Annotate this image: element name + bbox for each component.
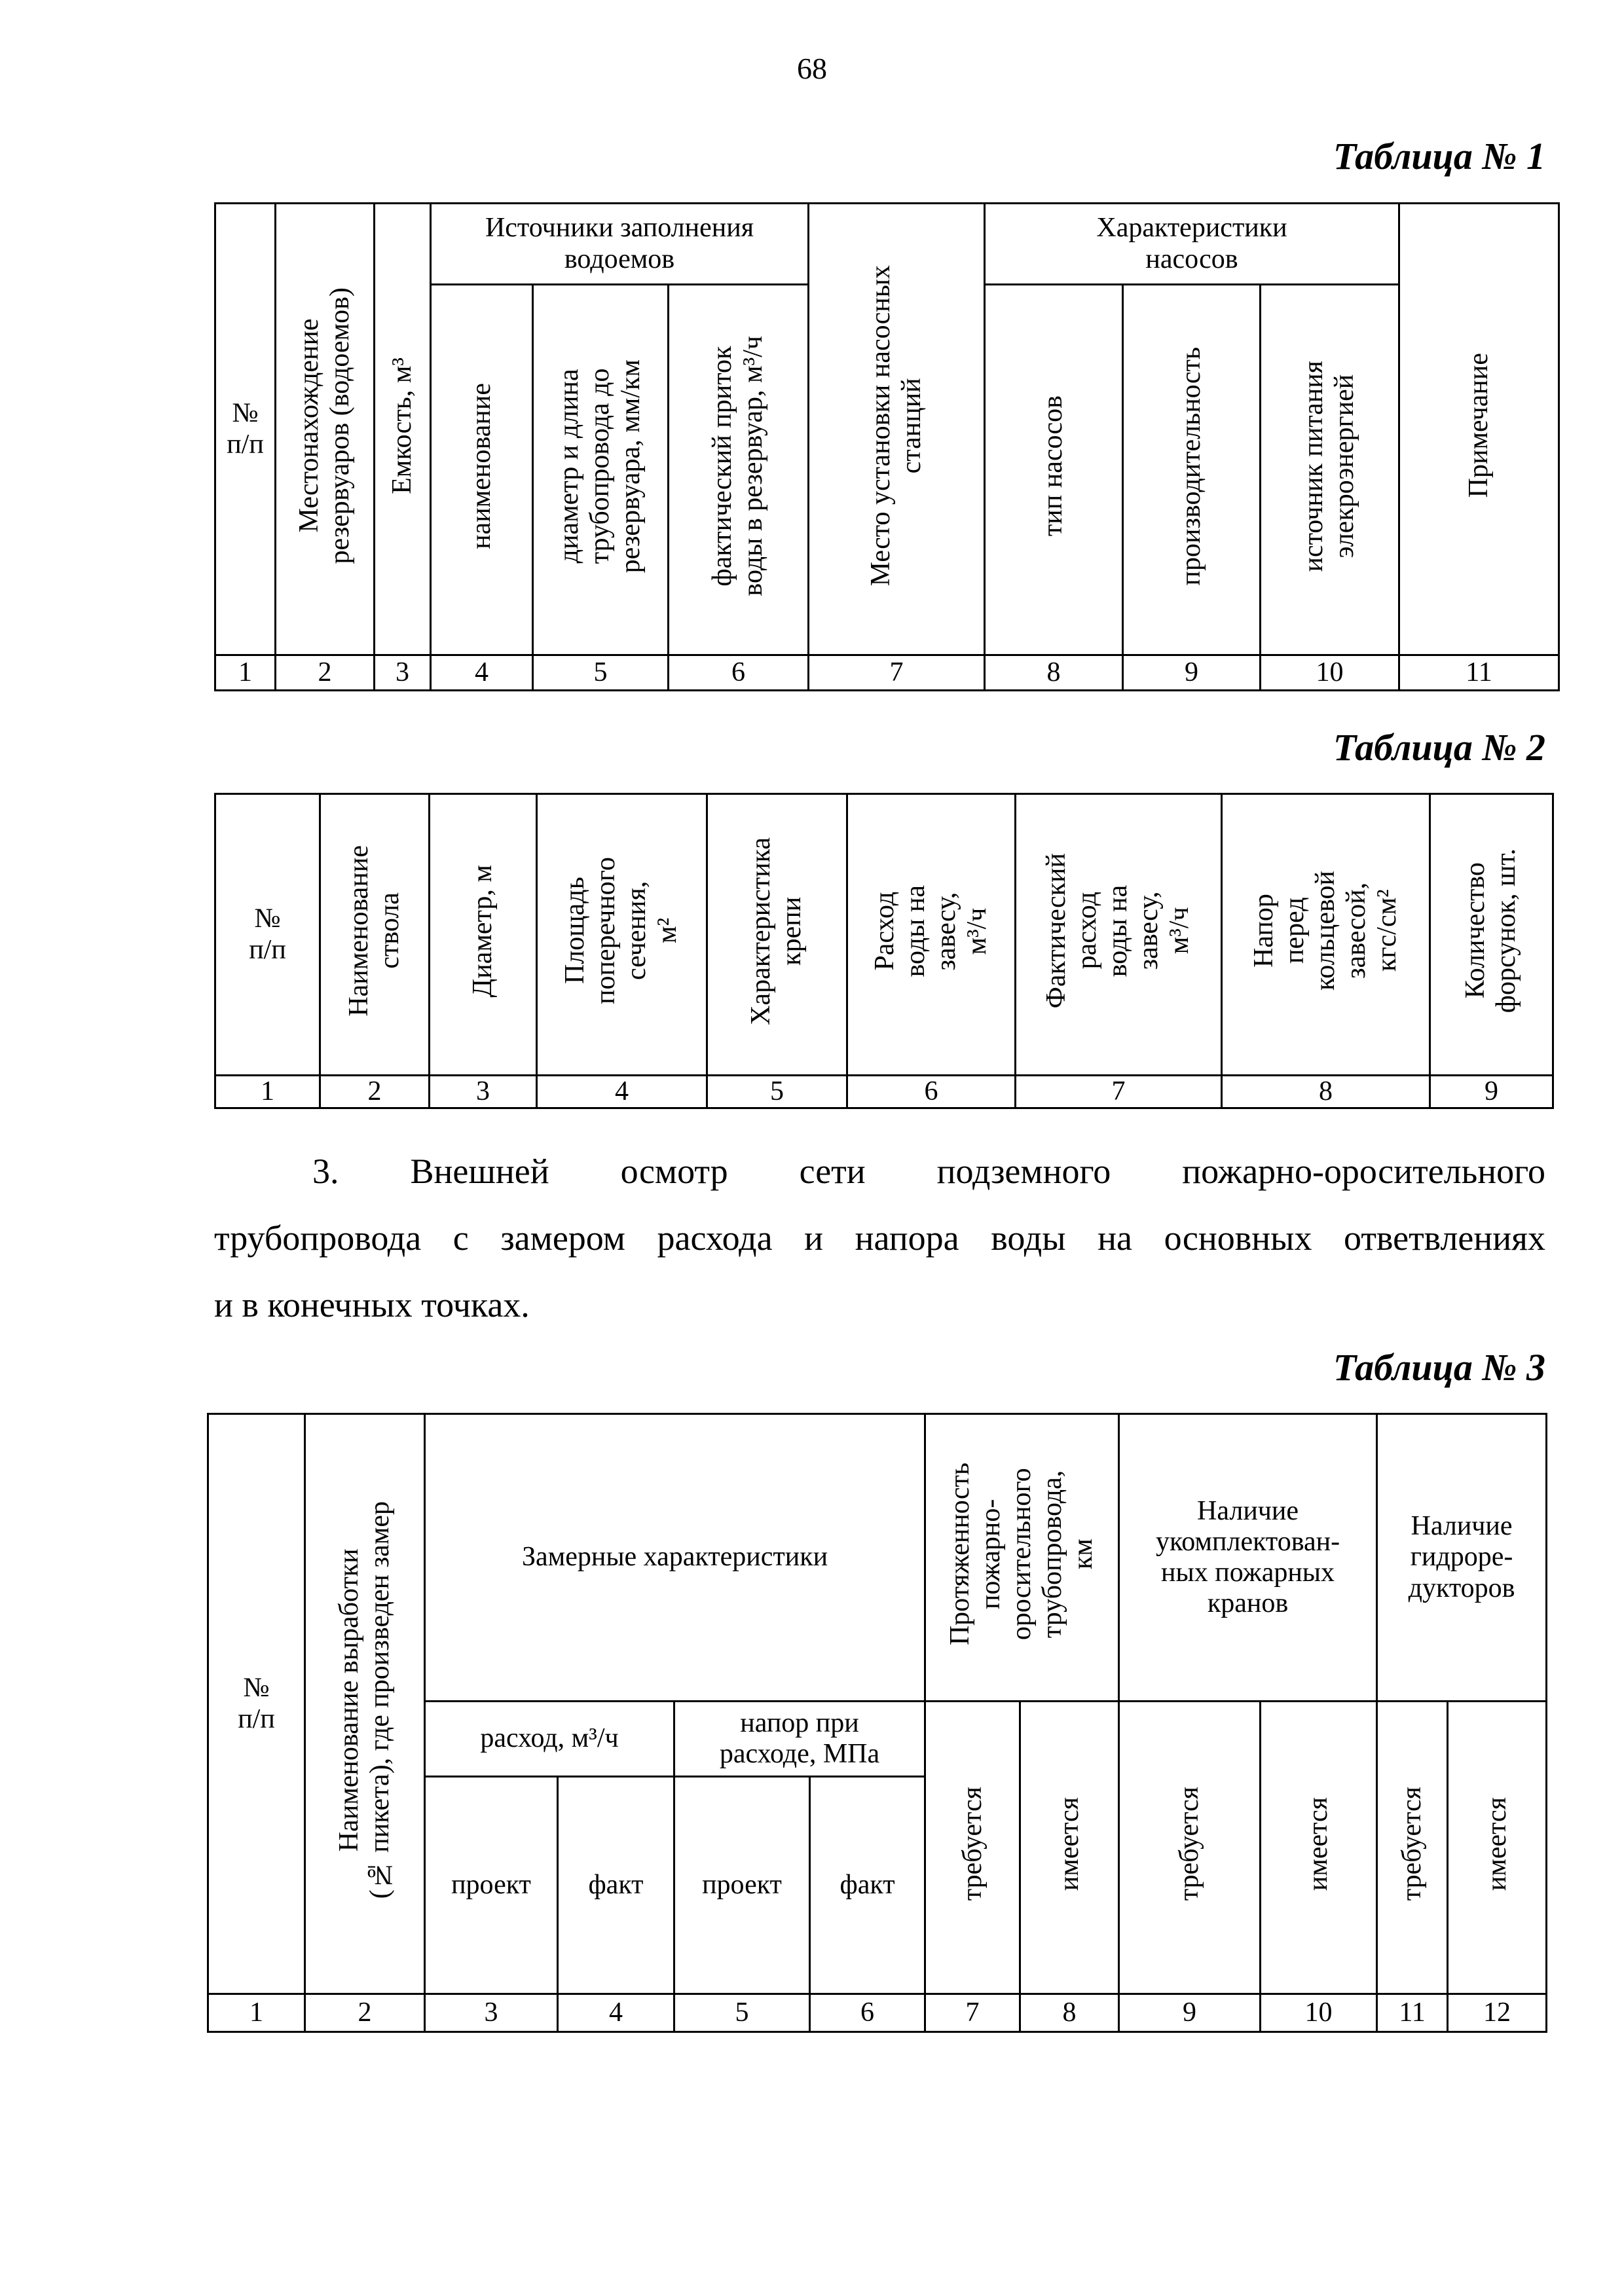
t1-header-pump-type: тип насосов: [985, 285, 1123, 655]
table3-caption: Таблица № 3: [1333, 1346, 1545, 1389]
t1-header-num: № п/п: [215, 204, 276, 655]
t3-col-number: 6: [810, 1994, 925, 2032]
t1-header-capacity: Емкость, м³: [375, 204, 431, 655]
t3-header-place: Наименование выработки (№ пикета), где произведен замер: [305, 1414, 425, 1994]
t3-col-number: 5: [674, 1994, 810, 2032]
table3: [207, 1413, 1547, 2033]
paragraph-line: трубопровода с замером расхода и напора воды на основных ответвлениях: [214, 1218, 1545, 1258]
table1-caption: Таблица № 1: [1333, 135, 1545, 177]
t2-header-actual-flow: Фактический расход воды на завесу, м³/ч: [1016, 794, 1222, 1076]
t1-col-number: 9: [1123, 655, 1261, 691]
t1-col-number: 7: [809, 655, 985, 691]
t1-col-number: 11: [1399, 655, 1559, 691]
t2-header-num: № п/п: [215, 794, 320, 1076]
t3-header-reducers-required: требуется: [1377, 1702, 1448, 1994]
t1-col-number: 5: [533, 655, 669, 691]
t3-header-pressure-project: проект: [674, 1777, 810, 1994]
page-number: 68: [797, 52, 827, 85]
table1: [214, 202, 1560, 691]
t3-col-number: 12: [1448, 1994, 1547, 2032]
t1-header-pump-station: Место установки насосных станций: [809, 204, 985, 655]
t2-header-area: Площадь поперечного сечения, м²: [537, 794, 707, 1076]
table2-caption: Таблица № 2: [1333, 726, 1545, 769]
t3-header-pressure-fact: факт: [810, 1777, 925, 1994]
t3-col-number: 2: [305, 1994, 425, 2032]
t3-col-number: 7: [925, 1994, 1020, 2032]
t3-header-reducers: Наличие гидроре- дукторов: [1377, 1414, 1547, 1702]
t2-col-number: 8: [1222, 1076, 1430, 1108]
t2-header-nozzles: Количество форсунок, шт.: [1430, 794, 1553, 1076]
t1-col-number: 1: [215, 655, 276, 691]
paragraph: [214, 1138, 1545, 1338]
t1-header-source-pipe: диаметр и длина трубопровода до резервуара, мм/км: [533, 285, 669, 655]
t1-col-number: 6: [669, 655, 809, 691]
t3-header-flow: расход, м³/ч: [425, 1702, 674, 1777]
t3-header-measure: Замерные характеристики: [425, 1414, 925, 1702]
t3-col-number: 1: [208, 1994, 305, 2032]
t3-header-length-required: требуется: [925, 1702, 1020, 1994]
t3-header-flow-project: проект: [425, 1777, 558, 1994]
t2-col-number: 2: [320, 1076, 430, 1108]
t1-header-source-name: наименование: [431, 285, 533, 655]
t3-header-reducers-available: имеется: [1448, 1702, 1547, 1994]
t1-header-sources: Источники заполнения водоемов: [431, 204, 809, 285]
t2-header-pressure: Напор перед кольцевой завесой, кгс/см²: [1222, 794, 1430, 1076]
paragraph-line: и в конечных точках.: [214, 1285, 530, 1324]
t1-col-number: 2: [276, 655, 375, 691]
t3-col-number: 3: [425, 1994, 558, 2032]
t2-header-shaft-name: Наименование ствола: [320, 794, 430, 1076]
t3-col-number: 4: [558, 1994, 674, 2032]
t2-header-diameter: Диаметр, м: [430, 794, 537, 1076]
t3-col-number: 8: [1020, 1994, 1119, 2032]
t1-col-number: 8: [985, 655, 1123, 691]
t3-header-length: Протяженность пожарно- оросительного трубопровода, км: [925, 1414, 1119, 1702]
t3-header-hydrants-required: требуется: [1119, 1702, 1261, 1994]
paragraph-line: 3. Внешней осмотр сети подземного пожарно-оросительного: [312, 1152, 1545, 1191]
t3-col-number: 11: [1377, 1994, 1448, 2032]
t2-col-number: 4: [537, 1076, 707, 1108]
table2: [214, 793, 1554, 1109]
t2-col-number: 7: [1016, 1076, 1222, 1108]
t2-col-number: 6: [847, 1076, 1016, 1108]
t3-header-pressure: напор при расходе, МПа: [674, 1702, 925, 1777]
t1-col-number: 4: [431, 655, 533, 691]
t2-col-number: 9: [1430, 1076, 1553, 1108]
t1-header-source-inflow: фактический приток воды в резервуар, м³/ч: [669, 285, 809, 655]
t3-header-flow-fact: факт: [558, 1777, 674, 1994]
t1-header-pump-power: источник питания элекроэнергией: [1261, 285, 1399, 655]
t1-header-note: Примечание: [1399, 204, 1559, 655]
t3-header-hydrants: Наличие укомплектован- ных пожарных кранов: [1119, 1414, 1377, 1702]
t1-col-number: 3: [375, 655, 431, 691]
t3-header-hydrants-available: имеется: [1261, 1702, 1377, 1994]
t3-col-number: 10: [1261, 1994, 1377, 2032]
t1-header-pumps: Характеристики насосов: [985, 204, 1399, 285]
t1-header-location: Местонахождение резервуаров (водоемов): [276, 204, 375, 655]
t2-col-number: 3: [430, 1076, 537, 1108]
t3-col-number: 9: [1119, 1994, 1261, 2032]
t2-header-flow: Расход воды на завесу, м³/ч: [847, 794, 1016, 1076]
t2-header-lining: Характеристика крепи: [707, 794, 847, 1076]
t1-col-number: 10: [1261, 655, 1399, 691]
t2-col-number: 1: [215, 1076, 320, 1108]
t3-header-num: № п/п: [208, 1414, 305, 1994]
t3-header-length-available: имеется: [1020, 1702, 1119, 1994]
t2-col-number: 5: [707, 1076, 847, 1108]
t1-header-pump-capacity: производительность: [1123, 285, 1261, 655]
